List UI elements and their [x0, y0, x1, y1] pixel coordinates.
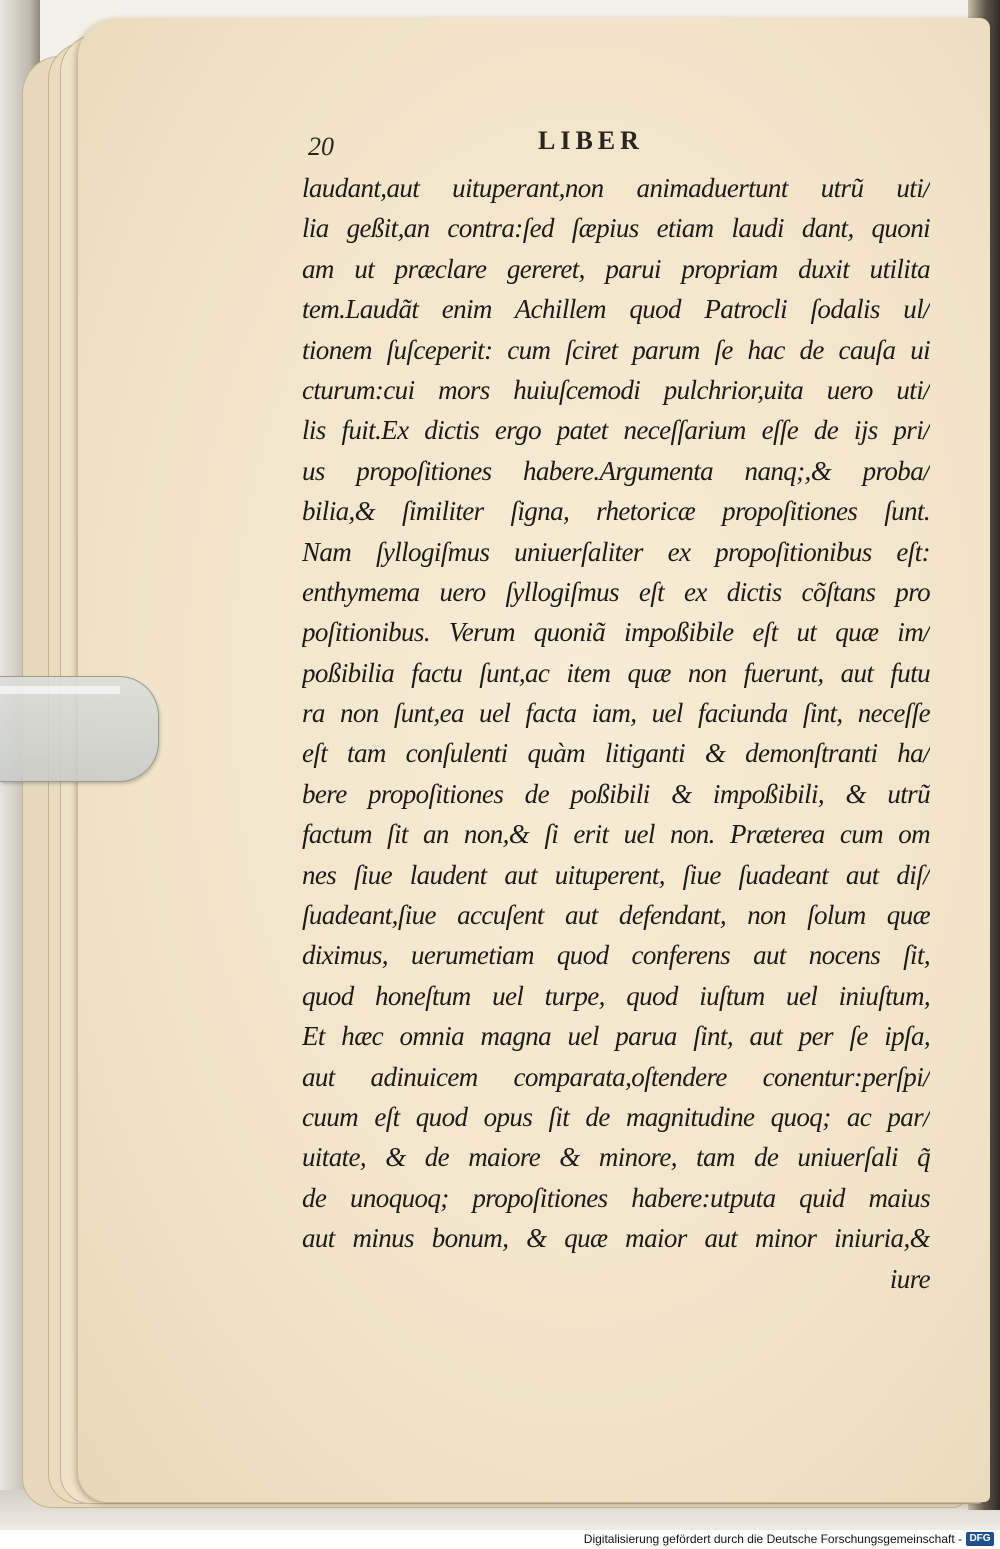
text-line: tionem ſuſceperit: cum ſciret parum ſe hac de cauſa ui	[302, 334, 930, 365]
text-line: de unoquoq; propoſitiones habere:utputa quid maius	[302, 1182, 930, 1213]
text-line: diximus, uerumetiam quod conferens aut nocens ſit,	[302, 940, 930, 971]
catchword: iure	[889, 1263, 930, 1294]
text-line: lia geßit,an contra:ſed ſæpius etiam laudi dant, quoni	[302, 213, 930, 244]
text-line: uitate, & de maiore & minore, tam de uniuerſali q̃	[302, 1142, 930, 1173]
text-line: cuum eſt quod opus ſit de magnitudine quoq; ac par/	[302, 1101, 930, 1132]
text-line: enthymema uero ſyllogiſmus eſt ex dictis cõſtans pro	[302, 576, 930, 607]
text-line: laudant,aut uituperant,non animaduertunt utrũ uti/	[302, 173, 930, 203]
text-line: lis fuit.Ex dictis ergo patet neceſſarium eſſe de ijs pri/	[302, 415, 930, 446]
text-line: ra non ſunt,ea uel facta iam, uel faciunda ſint, neceſſe	[302, 698, 930, 729]
funding-credit: Digitalisierung gefördert durch die Deutsche Forschungsgemeinschaft -	[583, 1532, 962, 1546]
text-line: Et hæc omnia magna uel parua ſint, aut per ſe ipſa,	[302, 1021, 930, 1052]
text-line: nes ſiue laudent aut uituperent, ſiue ſuadeant aut diſ/	[302, 859, 930, 890]
dfg-logo: DFG	[966, 1532, 994, 1546]
text-line: aut minus bonum, & quæ maior aut minor iniuria,&	[302, 1223, 930, 1254]
text-line: aut adinuicem comparata,oſtendere conentur:perſpi/	[302, 1061, 930, 1092]
text-line: bere propoſitiones de poßibili & impoßibili, & utrũ	[302, 778, 930, 809]
text-line: eſt tam conſulenti quàm litiganti & demonſtranti ha/	[302, 738, 930, 769]
text-line: us propoſitiones habere.Argumenta nanq;,& proba/	[302, 455, 930, 486]
text-line: cturum:cui mors huiuſcemodi pulchrior,uita uero uti/	[302, 374, 930, 405]
text-line: poſitionibus. Verum quoniã impoßibile eſt ut quæ im/	[302, 617, 930, 648]
text-line: tem.Laudãt enim Achillem quod Patrocli ſodalis ul/	[302, 294, 930, 325]
text-line: poßibilia factu ſunt,ac item quæ non fuerunt, aut futu	[302, 657, 930, 688]
text-line: quod honeſtum uel turpe, quod iuſtum uel iniuſtum,	[302, 980, 930, 1011]
text-line: factum ſit an non,& ſi erit uel non. Præterea cum om	[302, 819, 930, 850]
text-line: ſuadeant,ſiue accuſent aut defendant, non ſolum quæ	[302, 900, 930, 931]
text-line: bilia,& ſimiliter ſigna, rhetoricæ propoſitiones ſunt.	[302, 496, 930, 527]
text-line: am ut præclare gereret, parui propriam duxit utilita	[302, 253, 930, 284]
text-line: Nam ſyllogiſmus uniuerſaliter ex propoſitionibus eſt:	[302, 536, 930, 567]
running-head: LIBER	[538, 126, 644, 155]
body-text	[302, 168, 930, 1299]
page-number: 20	[308, 132, 334, 161]
bookmark-highlight	[0, 686, 120, 694]
